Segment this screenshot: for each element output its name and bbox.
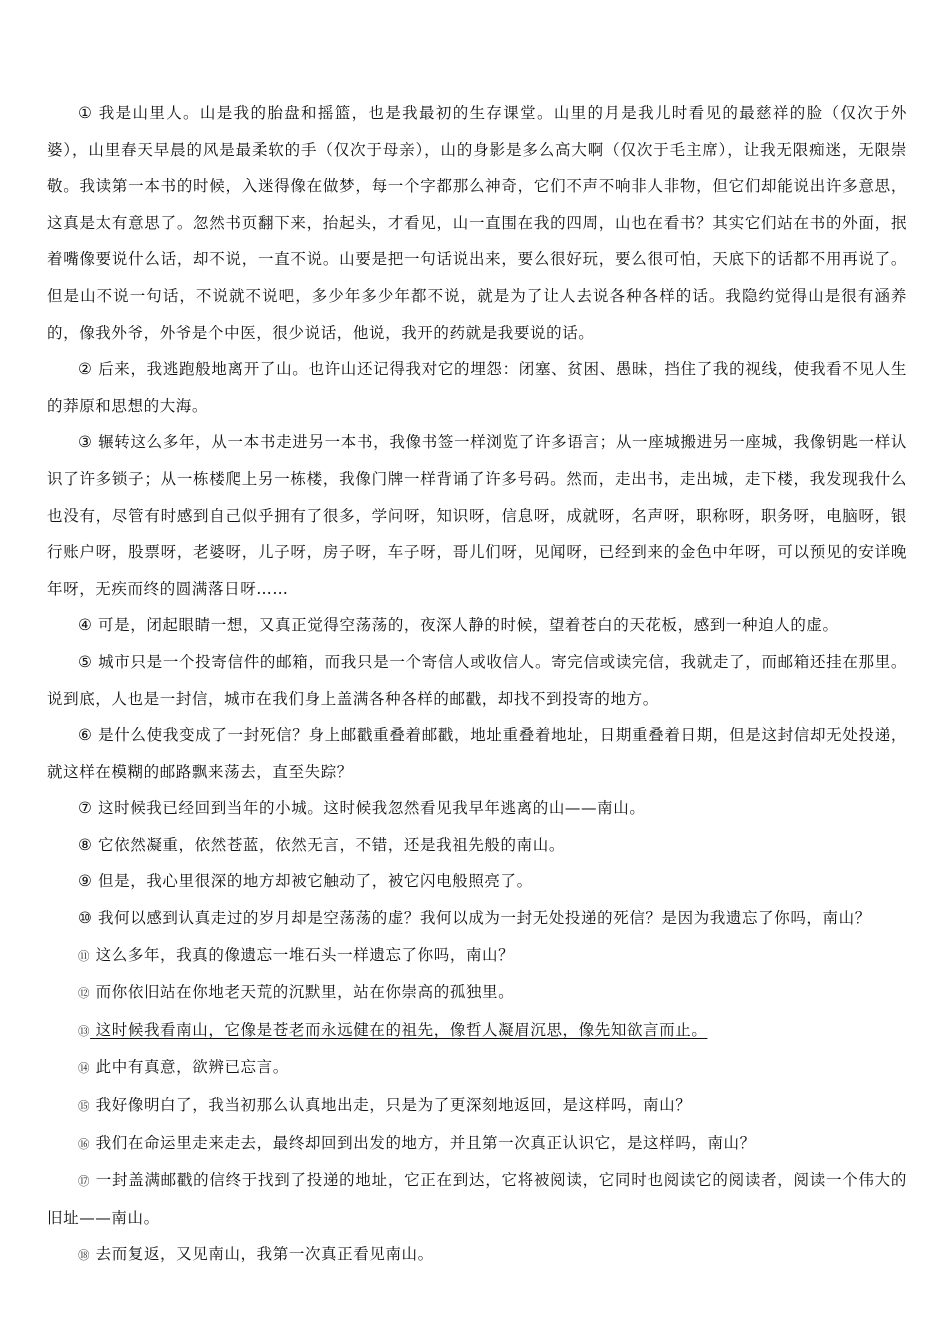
paragraph-text: 我何以感到认真走过的岁月却是空荡荡的虚？我何以成为一封无处投递的死信？是因为我遗忘了你吗，南山？ (98, 909, 871, 928)
paragraph-text: 此中有真意，欲辨已忘言。 (95, 1058, 289, 1077)
paragraph-3 (47, 424, 907, 607)
paragraph-text: 这时候我已经回到当年的小城。这时候我忽然看见我早年逃离的山——南山。 (98, 799, 646, 818)
paragraph-number: ⑦ (78, 799, 93, 818)
paragraph-number: ⑱ (78, 1248, 91, 1263)
paragraph-number: ⑩ (78, 909, 93, 928)
underlined-sentence (78, 1021, 707, 1039)
paragraph-number: ② (78, 360, 93, 379)
paragraph-6 (47, 717, 907, 790)
paragraph-number: ⑭ (78, 1061, 91, 1076)
paragraph-number: ⑯ (78, 1136, 91, 1151)
paragraph-number: ① (78, 104, 93, 122)
paragraph-4 (47, 607, 907, 644)
paragraph-text: 但是，我心里很深的地方却被它触动了，被它闪电般照亮了。 (98, 872, 533, 891)
paragraph-17 (47, 1162, 907, 1236)
paragraph-text: 而你依旧站在你地老天荒的沉默里，站在你崇高的孤独里。 (95, 983, 515, 1002)
paragraph-number: ⑨ (78, 872, 93, 891)
paragraph-16 (47, 1125, 907, 1163)
paragraph-13 (47, 1012, 907, 1050)
paragraph-text: 它依然凝重，依然苍蓝，依然无言，不错，还是我祖先般的南山。 (98, 835, 565, 854)
paragraph-11 (47, 937, 907, 975)
paragraph-text: 可是，闭起眼睛一想，又真正觉得空荡荡的，夜深人静的时候，望着苍白的天花板，感到一种迫人的虚。 (98, 616, 839, 635)
paragraph-12 (47, 974, 907, 1012)
paragraph-text: 去而复返，又见南山，我第一次真正看见南山。 (95, 1245, 434, 1264)
paragraph-text: 一封盖满邮戳的信终于找到了投递的地址，它正在到达，它将被阅读，它同时也阅读它的阅读者，阅读一个伟大的旧址——南山。 (47, 1171, 907, 1227)
paragraph-10 (47, 900, 907, 937)
paragraph-18 (47, 1236, 907, 1274)
paragraph-text: 辗转这么多年，从一本书走进另一本书，我像书签一样浏览了许多语言；从一座城搬进另一座城，我像钥匙一样认识了许多锁子；从一栋楼爬上另一栋楼，我像门牌一样背诵了许多号码。然而，走出书，走出城，走下楼，我发现我什么也没有，尽管有时感到自己似乎拥有了很多，学问呀，知识呀，信息呀，成就呀，名声呀，职称呀，职务呀，电脑呀，银行账户呀，股票呀，老婆呀，儿子呀，房子呀，车子呀，哥儿们呀，见闻呀，已经到来的金色中年呀，可以预见的安详晚年呀，无疾而终的圆满落日呀…… (47, 433, 907, 598)
paragraph-number: ⑫ (78, 986, 91, 1001)
paragraph-15 (47, 1087, 907, 1125)
paragraph-9 (47, 863, 907, 900)
paragraph-14 (47, 1049, 907, 1087)
paragraph-text: 这时候我看南山，它像是苍老而永远健在的祖先，像哲人凝眉沉思，像先知欲言而止。 (95, 1020, 708, 1039)
paragraph-number: ④ (78, 616, 93, 635)
paragraph-2 (47, 351, 907, 424)
paragraph-number: ⑬ (78, 1023, 91, 1038)
paragraph-number: ⑪ (78, 948, 91, 963)
paragraph-number: ⑥ (78, 726, 93, 745)
paragraph-text: 是什么使我变成了一封死信？身上邮戳重叠着邮戳，地址重叠着地址，日期重叠着日期，但是这封信却无处投递，就这样在模糊的邮路飘来荡去，直至失踪？ (47, 726, 907, 781)
paragraph-text: 这么多年，我真的像遗忘一堆石头一样遗忘了你吗，南山？ (95, 945, 515, 964)
paragraph-text: 城市只是一个投寄信件的邮箱，而我只是一个寄信人或收信人。寄完信或读完信，我就走了，而邮箱还挂在那里。说到底，人也是一封信，城市在我们身上盖满各种各样的邮戳，却找不到投寄的地方。 (47, 652, 907, 708)
paragraph-7 (47, 790, 907, 827)
paragraph-8 (47, 827, 907, 864)
paragraph-text: 我好像明白了，我当初那么认真地出走，只是为了更深刻地返回，是这样吗，南山？ (95, 1096, 692, 1115)
paragraph-number: ⑤ (78, 652, 93, 671)
paragraph-text: 后来，我逃跑般地离开了山。也许山还记得我对它的埋怨：闭塞、贫困、愚昧，挡住了我的视线，使我看不见人生的莽原和思想的大海。 (47, 360, 907, 415)
paragraph-number: ⑰ (78, 1174, 91, 1189)
article-body (47, 95, 907, 1274)
paragraph-number: ③ (78, 433, 93, 452)
paragraph-number: ⑧ (78, 835, 93, 854)
paragraph-text: 我是山里人。山是我的胎盘和摇篮，也是我最初的生存课堂。山里的月是我儿时看见的最慈祥的脸（仅次于外婆），山里春天早晨的风是最柔软的手（仅次于母亲），山的身影是多么高大啊（仅次于毛主席），让我无限痴迷，无限崇敬。我读第一本书的时候，入迷得像在做梦，每一个字都那么神奇，它们不声不响非人非物，但它们却能说出许多意思，这真是太有意思了。忽然书页翻下来，抬起头，才看见，山一直围在我的四周，山也在看书？其实它们站在书的外面，抿着嘴像要说什么话，却不说，一直不说。山要是把一句话说出来，要么很好玩，要么很可怕，天底下的话都不用再说了。但是山不说一句话，不说就不说吧，多少年多少年都不说，就是为了让人去说各种各样的话。我隐约觉得山是很有涵养的，像我外爷，外爷是个中医，很少说话，他说，我开的药就是我要说的话。 (47, 104, 907, 342)
paragraph-number: ⑮ (78, 1099, 91, 1114)
paragraph-5 (47, 644, 907, 717)
paragraph-1 (47, 95, 907, 351)
paragraph-text: 我们在命运里走来走去，最终却回到出发的地方，并且第一次真正认识它，是这样吗，南山？ (95, 1133, 756, 1152)
